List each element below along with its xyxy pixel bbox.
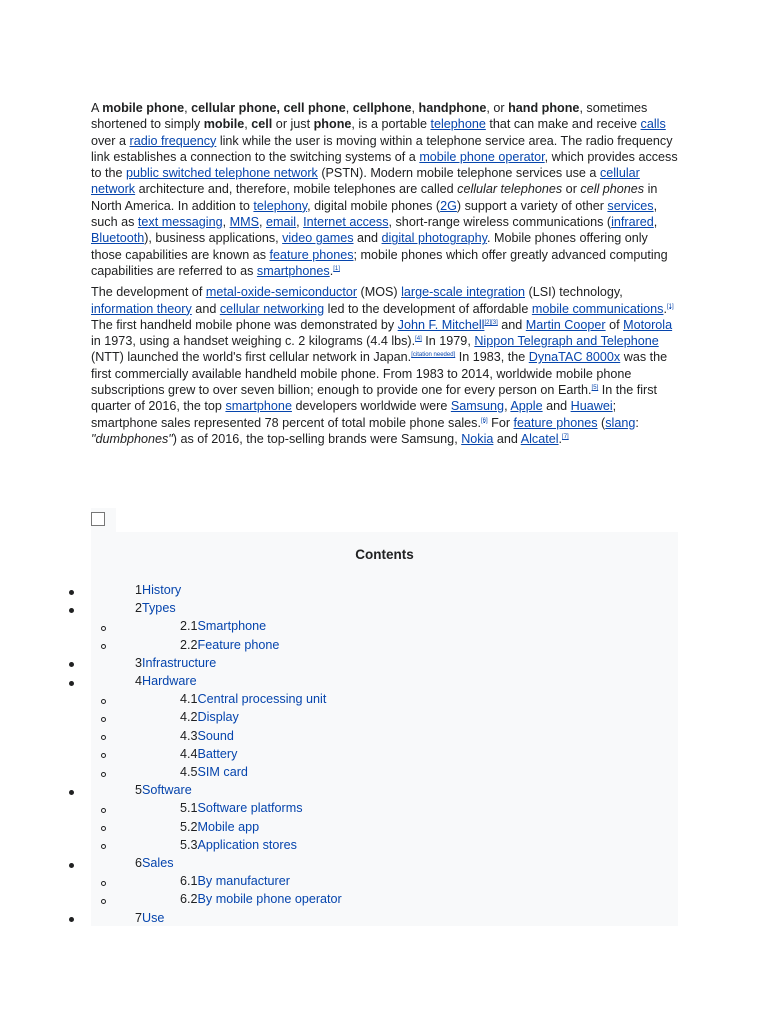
toc-item[interactable] — [180, 837, 297, 853]
text-run: over a — [91, 133, 130, 148]
toc-item[interactable] — [180, 764, 248, 780]
wiki-link[interactable]: text messaging — [137, 215, 223, 230]
wiki-link[interactable]: Bluetooth — [91, 231, 145, 246]
text-run: , is a portable — [351, 117, 431, 132]
text-run: . Mobile phones offering only those capabilities are known as — [91, 231, 648, 262]
text-run: , — [411, 101, 419, 115]
toc-link[interactable]: Application stores — [197, 837, 297, 852]
text-run: or just — [272, 117, 314, 132]
text-run: (PSTN). Modern mobile telephone services use a — [317, 166, 600, 181]
toc-link[interactable]: Central processing unit — [197, 692, 327, 707]
circle-bullet-icon — [101, 626, 106, 631]
wiki-link[interactable]: calls — [640, 117, 666, 132]
text-run: ), business applications, — [144, 231, 283, 246]
text-run: ) support a variety of other — [456, 198, 608, 213]
citation-link[interactable]: [7] — [562, 433, 569, 440]
toc-number: 2.2 — [180, 637, 198, 652]
wiki-link[interactable]: MMS — [229, 215, 259, 230]
wiki-link[interactable]: information theory — [91, 301, 192, 316]
citation — [333, 266, 340, 272]
citation-link[interactable]: [5] — [591, 384, 599, 391]
toc-link[interactable]: Sound — [197, 728, 234, 743]
text-run: and — [493, 431, 521, 446]
toc-number: 6.2 — [180, 892, 198, 907]
wiki-link[interactable]: Motorola — [623, 317, 673, 332]
bullet-icon — [69, 863, 74, 868]
text-run: of — [605, 317, 624, 332]
bold-term: cell — [251, 117, 273, 132]
wiki-link[interactable]: Martin Cooper — [525, 317, 606, 332]
text-run: , or — [486, 101, 509, 115]
bullet-icon — [69, 917, 74, 922]
italic-term: "dumbphones" — [91, 431, 173, 446]
wiki-link[interactable]: Nokia — [461, 431, 494, 446]
bullet-icon — [69, 681, 74, 686]
text-run: was the first commercially available handheld mobile phone. From 1983 to 2014, worldwide mobile phone subscriptions grew to over seven billion; enough to provide one for every person on Earth. — [91, 350, 668, 398]
wiki-link[interactable]: feature phones — [513, 415, 598, 430]
wiki-link[interactable]: mobile communications — [531, 301, 664, 316]
wiki-link[interactable]: services — [607, 198, 654, 213]
circle-bullet-icon — [101, 717, 106, 722]
text-run: or — [562, 182, 581, 197]
toc-item[interactable] — [135, 582, 181, 598]
toc-item[interactable] — [135, 782, 192, 798]
toc-item[interactable] — [180, 691, 326, 707]
text-run: and — [353, 231, 382, 246]
text-run: , — [345, 101, 353, 115]
toc-item[interactable] — [180, 891, 342, 907]
bold-term: phone — [313, 117, 352, 132]
citation-link[interactable]: [1] — [666, 303, 674, 310]
citation — [481, 417, 488, 423]
text-run: led to the development of affordable — [324, 301, 532, 316]
italic-term: cell phones — [580, 182, 645, 197]
citation — [484, 320, 497, 326]
text-run: that can make and receive — [485, 117, 641, 132]
text-run: in North America. In addition to — [91, 182, 658, 213]
text-run: . — [329, 263, 334, 278]
wiki-link[interactable]: mobile phone operator — [419, 149, 545, 164]
text-run: (MOS) — [357, 285, 402, 300]
toc-item[interactable] — [180, 800, 303, 816]
citation — [411, 352, 455, 358]
citation — [667, 303, 674, 309]
toc-number: 4.4 — [180, 746, 198, 761]
circle-bullet-icon — [101, 899, 106, 904]
text-run: , which provides access to the — [91, 149, 678, 181]
toc-title: Contents — [355, 547, 414, 562]
toc-link[interactable]: Sales — [142, 856, 174, 870]
toc-number: 6.1 — [180, 874, 198, 889]
text-run: and — [497, 317, 526, 332]
toc-link[interactable]: Software platforms — [197, 801, 303, 816]
intro-paragraph — [91, 100, 681, 279]
toc-number: 4.1 — [180, 692, 198, 707]
toc-number: 5.3 — [180, 837, 198, 852]
text-run: , short-range wireless communications ( — [388, 215, 612, 230]
bullet-icon — [69, 590, 74, 595]
text-run: ( — [597, 415, 606, 430]
text-run: ; smartphone sales represented 78 percent of total mobile phone sales. — [91, 399, 617, 430]
bold-term: mobile phone — [102, 101, 185, 115]
circle-bullet-icon — [101, 699, 106, 704]
text-run: The development of — [91, 285, 206, 300]
citation-link[interactable]: [1] — [333, 265, 340, 272]
toc-link[interactable]: By manufacturer — [197, 874, 290, 889]
toc-link[interactable]: Battery — [197, 746, 238, 761]
circle-bullet-icon — [101, 808, 106, 813]
text-run: A — [91, 101, 103, 115]
wiki-link[interactable]: digital photography — [381, 231, 488, 246]
toc-item[interactable] — [135, 655, 216, 671]
toc-number: 5 — [135, 783, 143, 798]
wiki-link[interactable]: 2G — [440, 198, 457, 213]
italic-term: cellular telephones — [457, 182, 563, 197]
citation — [562, 434, 569, 440]
bold-term: mobile — [203, 117, 245, 132]
text-run: In 1983, the — [455, 350, 529, 365]
text-run: , — [244, 117, 252, 132]
text-run: , sometimes shortened to simply — [91, 101, 648, 132]
toc-number: 4.3 — [180, 728, 198, 743]
citation-link[interactable]: [citation needed] — [411, 352, 456, 359]
wiki-link[interactable]: John F. Mitchell — [397, 317, 485, 332]
text-run: . — [558, 431, 563, 446]
text-run: , — [504, 399, 511, 414]
text-run: , digital mobile phones ( — [307, 198, 441, 213]
toc-item[interactable] — [135, 600, 176, 616]
toc-link[interactable]: Mobile app — [197, 819, 260, 834]
toc-number: 4.5 — [180, 765, 198, 779]
toc-item[interactable] — [180, 637, 279, 653]
text-run: , — [222, 215, 230, 230]
toc-item[interactable] — [135, 855, 174, 871]
toc-number: 3 — [135, 655, 143, 670]
text-run: architecture and, therefore, mobile telephones are called — [135, 182, 458, 197]
toc-link[interactable]: Feature phone — [197, 637, 280, 652]
wiki-link[interactable]: smartphones — [256, 263, 330, 278]
bold-term: cellular phone, cell phone — [191, 101, 346, 115]
text-run: , such as — [91, 198, 658, 230]
toc-number: 4 — [135, 674, 143, 688]
wiki-link[interactable]: video games — [282, 231, 354, 246]
text-run: : — [635, 415, 639, 430]
wiki-link[interactable]: Internet access — [303, 215, 389, 230]
wiki-link[interactable]: radio frequency — [129, 133, 217, 148]
wiki-link[interactable]: Huawei — [570, 399, 613, 414]
text-run: , — [296, 215, 304, 230]
text-run: in 1973, using a handset weighing c. 2 kilograms (4.4 lbs). — [91, 334, 416, 349]
circle-bullet-icon — [101, 772, 106, 777]
text-run: , — [653, 215, 658, 230]
wiki-link[interactable]: public switched telephone network — [126, 166, 318, 181]
wiki-link[interactable]: large-scale integration — [401, 285, 526, 300]
toc-item[interactable] — [135, 910, 164, 926]
toc-link[interactable]: Infrastructure — [142, 655, 217, 670]
toc-number: 1 — [135, 583, 143, 597]
bullet-icon — [69, 608, 74, 613]
text-run: ) as of 2016, the top-selling brands were Samsung, — [172, 431, 462, 446]
toc-link[interactable]: Hardware — [142, 674, 197, 688]
wiki-link[interactable]: Apple — [510, 399, 543, 414]
toc-number: 5.2 — [180, 819, 198, 834]
text-run: (NTT) launched the world's first cellular network in Japan. — [91, 350, 412, 365]
wiki-link[interactable]: Nippon Telegraph and Telephone — [474, 334, 659, 349]
text-run: In 1979, — [421, 334, 475, 349]
toc-item[interactable] — [180, 618, 266, 634]
toc-number: 2.1 — [180, 619, 198, 634]
bullet-icon — [69, 662, 74, 667]
bullet-icon — [69, 790, 74, 795]
text-run: The first handheld mobile phone was demonstrated by — [91, 317, 398, 332]
toc-item[interactable] — [180, 746, 237, 762]
text-run: and — [191, 301, 220, 316]
toc-number: 7 — [135, 910, 143, 925]
text-run: . — [663, 301, 667, 316]
text-run: and — [542, 399, 571, 414]
toc-item[interactable] — [135, 673, 197, 689]
circle-bullet-icon — [101, 881, 106, 886]
toc-link[interactable]: Types — [142, 601, 176, 616]
wiki-link[interactable]: DynaTAC 8000x — [528, 350, 621, 365]
bold-term: handphone — [418, 101, 487, 115]
text-run: In the first quarter of 2016, the top — [91, 383, 658, 414]
toc-item[interactable] — [180, 873, 290, 889]
toc-link[interactable]: Display — [197, 710, 239, 725]
citation-link[interactable]: [4] — [415, 335, 422, 342]
text-run: , — [184, 101, 192, 115]
toc-number: 4.2 — [180, 710, 198, 725]
toc-link[interactable]: By mobile phone operator — [197, 892, 342, 907]
wiki-link[interactable]: email — [266, 215, 297, 230]
wiki-link[interactable]: cellular networking — [219, 301, 325, 316]
toc-item[interactable] — [180, 819, 259, 835]
citation — [415, 336, 422, 342]
toc-number: 5.1 — [180, 801, 198, 816]
toc-link[interactable]: History — [142, 583, 182, 597]
toc-link[interactable]: Use — [142, 910, 165, 925]
text-run: developers worldwide were — [291, 399, 451, 414]
toc-header-band — [116, 508, 678, 532]
toc-link[interactable]: Software — [142, 783, 192, 798]
text-run: , — [259, 215, 266, 230]
toc-toggle-checkbox[interactable] — [91, 512, 105, 526]
wiki-link[interactable]: metal-oxide-semiconductor — [205, 285, 358, 300]
wiki-link[interactable]: slang — [605, 415, 636, 430]
toc-number: 6 — [135, 856, 143, 870]
wiki-link[interactable]: infrared — [611, 215, 654, 230]
wiki-link[interactable]: Samsung — [450, 399, 505, 414]
wiki-link[interactable]: feature phones — [269, 247, 354, 262]
wiki-link[interactable]: cellular network — [91, 166, 640, 197]
wiki-link[interactable]: smartphone — [225, 399, 292, 414]
bold-term: hand phone — [508, 101, 580, 115]
wiki-link[interactable]: Alcatel — [520, 431, 559, 446]
citation-link[interactable]: [2][3] — [484, 319, 498, 326]
history-paragraph — [91, 284, 681, 447]
text-run: link while the user is moving within a telephone service area. The radio frequency link establishes a connection to the switching systems of a — [91, 133, 673, 164]
toc-number: 2 — [135, 601, 143, 616]
text-run: For — [487, 415, 514, 430]
article-body — [91, 100, 681, 452]
citation-link[interactable]: [6] — [480, 417, 488, 424]
toc-item[interactable] — [180, 709, 239, 725]
text-run: ; mobile phones which offer greatly advanced computing capabilities are referred to as — [91, 247, 668, 278]
bold-term: cellphone — [352, 101, 412, 115]
toc-link[interactable]: SIM card — [197, 765, 248, 779]
wiki-link[interactable]: telephony — [253, 198, 308, 213]
text-run: (LSI) technology, — [525, 285, 623, 300]
wiki-link[interactable]: telephone — [430, 117, 486, 132]
toc-item[interactable] — [180, 728, 234, 744]
toc-link[interactable]: Smartphone — [197, 619, 267, 634]
